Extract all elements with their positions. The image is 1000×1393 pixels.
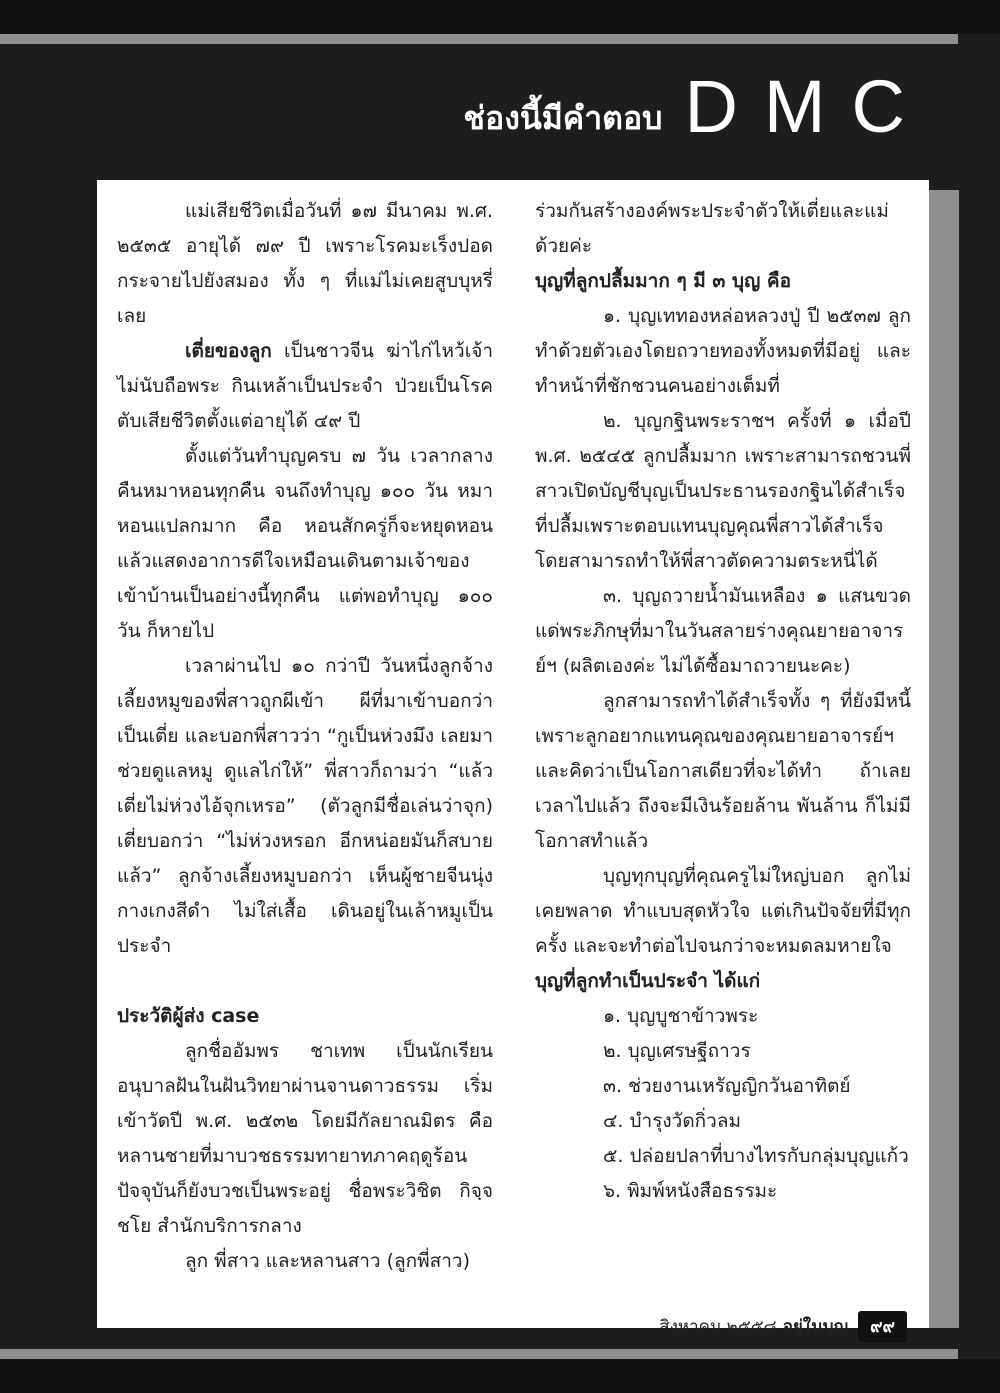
left-column xyxy=(117,194,493,1279)
right-paragraph-3: ๒. บุญกฐินพระราชฯ ครั้งที่ ๑ เมื่อปี พ.ศ. ๒๕๔๕ ลูกปลื้มมาก เพราะสามารถชวนพี่สาวเปิดบัญชีบุญเป็นประธานรองกฐินได้สำเร็จ ที่ปลื้มเพราะตอบแทนบุญคุณพี่สาวได้สำเร็จ โดยสามารถทำให้พี่สาวตัดความตระหนี่ได้ xyxy=(535,410,911,572)
list-item: ๔. บำรุงวัดกิ่วลม xyxy=(603,1110,742,1132)
right-paragraph-2: ๑. บุญเททองหล่อหลวงปู่ ปี ๒๕๓๗ ลูกทำด้วยตัวเองโดยถวายทองทั้งหมดที่มีอยู่ และทำหน้าที่ชักชวนคนอย่างเต็มที่ xyxy=(535,305,911,397)
left-paragraph-2-bold: เตี่ยของลูก xyxy=(185,340,272,362)
left-paragraph-1: แม่เสียชีวิตเมื่อวันที่ ๑๗ มีนาคม พ.ศ. ๒๕๓๕ อายุได้ ๗๙ ปี เพราะโรคมะเร็งปอดกระจายไปยังสมอง ทั้ง ๆ ที่แม่ไม่เคยสูบบุหรี่เลย xyxy=(117,200,493,327)
list-item: ๑. บุญบูชาข้าวพระ xyxy=(603,1005,759,1027)
section-heading-sender: ประวัติผู้ส่ง case xyxy=(117,1005,260,1027)
list-item: ๒. บุญเศรษฐีถาวร xyxy=(603,1040,751,1062)
right-column xyxy=(535,194,911,1209)
right-paragraph-6: บุญทุกบุญที่คุณครูไม่ใหญ่บอก ลูกไม่เคยพลาด ทำแบบสุดหัวใจ แต่เกินปัจจัยที่มีทุกครั้ง และจะทำต่อไปจนกว่าจะหมดลมหายใจ xyxy=(535,865,911,957)
right-heading-1: บุญที่ลูกปลื้มมาก ๆ มี ๓ บุญ คือ xyxy=(535,270,792,292)
left-paragraph-4: เวลาผ่านไป ๑๐ กว่าปี วันหนึ่งลูกจ้างเลี้ยงหมูของพี่สาวถูกผีเข้า ผีที่มาเข้าบอกว่าเป็นเตี่ย และบอกพี่สาวว่า “กูเป็นห่วงมึง เลยมาช่วยดูแลหมู ดูแลไก่ให้” พี่สาวก็ถามว่า “แล้วเตี่ยไม่ห่วงไอ้จุกเหรอ” (ตัวลูกมีชื่อเล่นว่าจุก) เตี่ยบอกว่า “ไม่ห่วงหรอก อีกหน่อยมันก็สบายแล้ว” ลูกจ้างเลี้ยงหมูบอกว่า เห็นผู้ชายจีนนุ่งกางเกงสีดำ ไม่ใส่เสื้อ เดินอยู่ในเล้าหมูเป็นประจำ xyxy=(117,655,493,957)
bottom-dark-band xyxy=(0,1359,1000,1393)
footer-page-number: ๙๙ xyxy=(858,1311,907,1342)
paragraph-gap xyxy=(117,964,493,999)
right-heading-2: บุญที่ลูกทำเป็นประจำ ได้แก่ xyxy=(535,970,761,992)
left-paragraph-6: ลูก พี่สาว และหลานสาว (ลูกพี่สาว) xyxy=(185,1250,471,1272)
right-paragraph-1: ร่วมกันสร้างองค์พระประจำตัวให้เตี่ยและแม่ด้วยค่ะ xyxy=(535,200,889,257)
article-page xyxy=(97,180,929,1328)
footer-magazine-title: อยู่ในบุญ xyxy=(782,1317,849,1337)
left-paragraph-3: ตั้งแต่วันทำบุญครบ ๗ วัน เวลากลางคืนหมาหอนทุกคืน จนถึงทำบุญ ๑๐๐ วัน หมาหอนแปลกมาก คือ หอนสักครู่ก็จะหยุดหอน แล้วแสดงอาการดีใจเหมือนเดินตามเจ้าของเข้าบ้านเป็นอย่างนี้ทุกคืน แต่พอทำบุญ ๑๐๐ วัน ก็หายไป xyxy=(117,445,493,642)
page-shadow xyxy=(929,190,959,1328)
top-gray-rule xyxy=(0,34,958,44)
right-paragraph-5: ลูกสามารถทำได้สำเร็จทั้ง ๆ ที่ยังมีหนี้ เพราะลูกอยากแทนคุณของคุณยายอาจารย์ฯ และคิดว่าเป็นโอกาสเดียวที่จะได้ทำ ถ้าเลยเวลาไปแล้ว ถึงจะมีเงินร้อยล้าน พันล้าน ก็ไม่มีโอกาสทำแล้ว xyxy=(535,690,911,852)
left-paragraph-2-text: เป็นชาวจีน ฆ่าไก่ไหว้เจ้า ไม่นับถือพระ กินเหล้าเป็นประจำ ป่วยเป็นโรคตับเสียชีวิตตั้งแต่อายุได้ ๔๙ ปี xyxy=(117,340,493,432)
left-paragraph-5: ลูกชื่ออัมพร ชาเทพ เป็นนักเรียนอนุบาลฝันในฝันวิทยาผ่านจานดาวธรรม เริ่มเข้าวัดปี พ.ศ. ๒๕๓๒ โดยมีกัลยาณมิตร คือ หลานชายที่มาบวชธรรมทายาทภาคฤดูร้อน ปัจจุบันก็ยังบวชเป็นพระอยู่ ชื่อพระวิชิต กิจฺจชโย สำนักบริการกลาง xyxy=(117,1040,493,1237)
header-brand-dmc: DMC xyxy=(684,65,931,148)
left-paragraph-2 xyxy=(117,334,493,439)
footer-date: สิงหาคม ๒๕๕๘ xyxy=(659,1317,777,1337)
page-footer xyxy=(659,1311,907,1342)
right-paragraph-4: ๓. บุญถวายน้ำมันเหลือง ๑ แสนขวด แด่พระภิกษุที่มาในวันสลายร่างคุณยายอาจารย์ฯ (ผลิตเองค่ะ ไม่ได้ซื้อมาถวายนะคะ) xyxy=(535,585,911,677)
merit-list xyxy=(535,999,911,1209)
list-item: ๖. พิมพ์หนังสือธรรมะ xyxy=(603,1180,778,1202)
bottom-gray-rule xyxy=(0,1349,958,1359)
page-header xyxy=(463,65,931,148)
top-dark-band xyxy=(0,0,1000,34)
list-item: ๓. ช่วยงานเหรัญญิกวันอาทิตย์ xyxy=(603,1075,851,1097)
header-thai-title: ช่องนี้มีคำตอบ xyxy=(463,99,663,137)
list-item: ๕. ปล่อยปลาที่บางไทรกับกลุ่มบุญแก้ว xyxy=(603,1145,909,1167)
